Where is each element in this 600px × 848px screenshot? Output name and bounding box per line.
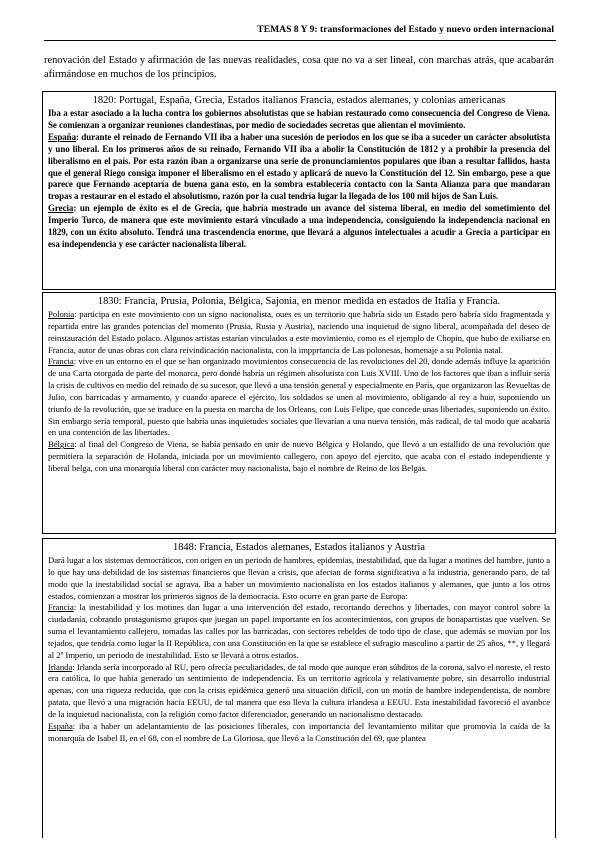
paragraph-label: Irlanda — [48, 661, 73, 672]
paragraph-irlanda: Irlanda: Irlanda sería incorporado al RU, pero ofrecía peculiaridades, de tal modo que aunque eran súbditos de la corona, salvo el noreste, el resto era católica, lo que había generado un sentimiento de independencia. Es un territorio agrícola y relativamente pobre, sin desarrollo industrial apenas, con una riqueza reducida, que con la crisis epidémica generó una situación difícil, con un motín de hambre independentista, de nombre patata, que llevó a una migración hacia EEUU, de tal manera que eso lleva la cultura irlandesa a EEUU. Esta inestabilidad favoreció el avanbce de la inquietud nacionalista, con la religión como factor diferenciador, generando un nacionalismo destacado. — [48, 661, 550, 719]
paragraph-label: Bélgica — [48, 439, 75, 450]
paragraph-polonia: Polonia: participa en este movimiento con un signo nacionalista, oues es un territorio que habría sido un Estado pero habría sido fragmentada y repartida entre las grandes potencias del momento (Prusia, Rusia y Austria), naciendo una inquietud de signo liberal, acompañada del deseo de reinstauración del Estado polaco. Algunos artistas estarían vinculados a este movimiento, como es el ejemplo de Chopin, que hubo de exiliarse en Francia, autor de unas obras con clara reivindicación nacionalista, con la impprtancia de Las polonesas, homenaje a su Polonia natal. — [48, 309, 550, 355]
paragraph-label: Polonia — [48, 309, 75, 319]
paragraph-text: la inestabilidad y los motines dan lugar a una intervención del estado, recortando derechos y libertades, con mayor control sobre la ciudadanía, cobrando protagonismo grupos que juegan un papel importante en los acontecimientos, con grupos de bonapartistas que vuelven. Se suma el levantamiento callejero, tomadas las calles por las barricadas, con sectores rebeldes de todo tipo de clase, que además se movían por los tejados, que tendría como lugar la II República, con una Constitución en la que se establece el sufragio masculino a partir de 25 años, **, y llegará al 2º Imperio, un periodo de inestabilidad. Esto se llevará a otros estados. — [48, 602, 550, 660]
paragraph-label: España — [48, 131, 77, 142]
page-header — [44, 24, 556, 41]
paragraph-espana: España: durante el reinado de Fernando VII iba a haber una sucesión de periodos en los que se iba a suceder un carácter absolutista y uno liberal. En los primeros años de su reinado, Fernando VII iba a abolir la Constitución de 1812 y a prohibir la presencia del liberalismo en el país. Por esta razón iban a organizarse una serie de pronunciamientos populares que iban a resultar fallidos, hasta que el general Riego consiga imponer el liberalismo en el estado y aplicará de nuevo la Constitución del 12. Sin embargo, pese a que parece que Fernando aceptaría de buena gana esto, en la sombra establecería contacto con la Santa Alianza para que mandaran tropas a restaurar en el estado el absolutismo, razón por la cual tendría lugar la llegada de los 100 mil hijos de San Luis. — [48, 131, 550, 202]
header-title: TEMAS 8 Y 9: transformaciones del Estado y nuevo orden internacional — [257, 24, 554, 35]
paragraph-text: Irlanda sería incorporado al RU, pero ofrecía peculiaridades, de tal modo que aunque eran súbditos de la corona, salvo el noreste, el resto era católica, lo que había generado un sentimiento de independencia. Es un territorio agrícola y relativamente pobre, sin desarrollo industrial apenas, con una riqueza reducida, que con la crisis epidémica generó una situación difícil, con un motín de hambre independentista, de nombre patata, que llevó a una migración hacia EEUU, de tal manera que eso lleva la cultura irlandesa a EEUU. Esta inestabilidad favoreció el avanbce de la inquietud nacionalista, con la religión como factor diferenciador, generando un nacionalismo destacado. — [48, 661, 550, 719]
paragraph-grecia: Grecia: un ejemplo de éxito es el de Grecia, que habría mostrado un avance del sistema liberal, en medio del sometimiento del Imperio Turco, de manera que este movimiento estará vinculado a una independencia, consiguiendo la independencia nacional en 1829, con un éxito absoluto. Tendrá una trascendencia enorme, que llevará a algunos intelectuales a acudir a Grecia a participar en esa independencia y ese carácter nacionalista liberal. — [48, 203, 550, 249]
paragraph-text: iba a haber un adelantamiento de las posiciones liberales, con importancia del levantamiento militar que promovía la caída de la monarquía de Isabel II, en el 68, con el nombre de La Gloriosa, que llevó a la Constitución del 69, que plantea — [48, 720, 550, 743]
paragraph-belgica: Bélgica: al final del Congreso de Viena, se había pensado en unir de nuevo Bélgica y Holando, que llevó a un estallido de una revolución que permitiera la separación de Holanda, iniciada por un movimiento callegero, con apoyo del ejercito, que acaba con el estado independiente y liberal belga, con una monarquía liberal con carácter muy nacionalista, bajo el nombre de Reino de los Belgas. — [48, 439, 550, 473]
paragraph-text: participa en este movimiento con un signo nacionalista, oues es un territorio que habría sido un Estado pero habría sido fragmentada y repartida entre las grandes potencias del momento (Prusia, Rusia y Austria), naciendo una inquietud de signo liberal, acompañada del deseo de reinstauración del Estado polaco. Algunos artistas estarían vinculados a este movimiento, como es el ejemplo de Chopin, que hubo de exiliarse en Francia, autor de unas obras con clara reivindicación nacionalista, con la impprtancia de Las polonesas, homenaje a su Polonia natal. — [48, 309, 550, 355]
paragraph-label: Grecia — [48, 203, 74, 214]
paragraph-label: Francia — [48, 602, 74, 613]
section-1820 — [42, 91, 556, 290]
paragraph-label: España — [48, 720, 73, 731]
section-lead: Iba a estar asociado a la lucha contra los gobiernos absolutistas que se habían restaurado como consecuencia del Congreso de Viena. Se comienzan a organizar reuniones clandestinas, por medio de sociedades secretas que alientan el movimiento. — [48, 108, 550, 130]
paragraph-text: un ejemplo de éxito es el de Grecia, que habría mostrado un avance del sistema liberal, en medio del sometimiento del Imperio Turco, de manera que este movimiento estará vinculado a una independencia, consiguiendo la independencia nacional en 1829, con un éxito absoluto. Tendrá una trascendencia enorme, que llevará a algunos intelectuales a acudir a Grecia a participar en esa independencia y ese carácter nacionalista liberal. — [48, 203, 550, 249]
paragraph-text: al final del Congreso de Viena, se había pensado en unir de nuevo Bélgica y Holando, que llevó a un estallido de una revolución que permitiera la separación de Holanda, iniciada por un movimiento callegero, con apoyo del ejercito, que acaba con el estado independiente y liberal belga, con una monarquía liberal con carácter muy nacionalista, bajo el nombre de Reino de los Belgas. — [48, 439, 550, 473]
section-1848 — [42, 538, 556, 838]
section-title: 1820: Portugal, España, Grecia, Estados italianos Francia, estados alemanes, y colonias americanas — [92, 95, 506, 106]
section-1830 — [42, 292, 556, 534]
paragraph-label: Francia — [48, 356, 74, 367]
paragraph-text: vive en un entorno en el que se han organizado movimientos consecuencia de las revoluciones del 20, donde además influye la aparición de una Carta otorgada de parte del monarca, pero donde habría un régimen absolutista con Luis XVIII. Uno de los factores que iban a influir sería la crisis de cultivos en medio del reinado de su sucesor, que llevó a una tensión general y especialmente en París, que organizaron las Revueltas de Julio, con barricadas y armamento, y cuando aparece el ejército, los soldados se unen al movimiento, obligando al rey a huir, suponiendo un triunfo de la revolución, que se traduce en la puesta en marcha de los Orleans, con Luis Felipe, que concede unas libertades, suponiendo un éxito. Sin embargo sería temporal, puesto que habría unas inquietudes sociales que llevarían a una nueva tensión, más radical, de tal modo que acabaría en una contención de las libertades. — [48, 356, 550, 438]
paragraph-francia: Francia: la inestabilidad y los motines dan lugar a una intervención del estado, recortando derechos y libertades, con mayor control sobre la ciudadanía, cobrando protagonismo grupos que juegan un papel importante en los acontecimientos, con grupos de bonapartistas que vuelven. Se suma el levantamiento callejero, tomadas las calles por las barricadas, con sectores rebeldes de todo tipo de clase, que además se movían por los tejados, que tendría como lugar la II República, con una Constitución en la que se establece el sufragio masculino a partir de 25 años, **, y llegará al 2º Imperio, un periodo de inestabilidad. Esto se llevará a otros estados. — [48, 602, 550, 660]
paragraph-francia: Francia: vive en un entorno en el que se han organizado movimientos consecuencia de las revoluciones del 20, donde además influye la aparición de una Carta otorgada de parte del monarca, pero donde habría un régimen absolutista con Luis XVIII. Uno de los factores que iban a influir sería la crisis de cultivos en medio del reinado de su sucesor, que llevó a una tensión general y especialmente en París, que organizaron las Revueltas de Julio, con barricadas y armamento, y cuando aparece el ejército, los soldados se unen al movimiento, obligando al rey a huir, suponiendo un triunfo de la revolución, que se traduce en la puesta en marcha de los Orleans, con Luis Felipe, que concede unas libertades, suponiendo un éxito. Sin embargo sería temporal, puesto que habría unas inquietudes sociales que llevarían a una nueva tensión, más radical, de tal modo que acabaría en una contención de las libertades. — [48, 356, 550, 438]
section-lead: Dará lugar a los sistemas democráticos, con origen en un periodo de hambres, epidemias, inestabilidad, que da lugar a motines del hambre, junto a lo que hay una debilidad de los sistemas financieros que llevan a crisis, que afectan de forma significativa a la industria, generando paro, de tal modo que la inestabilidad social se agrava. Iba a haber un movimiento nacionalista en los estados italianos y alemanes, que junto a los otros estados, comienzan a mostrar los primeros signos de la democracia. Esto ocurre en gran parte de Europa: — [48, 555, 550, 601]
section-title: 1830: Francia, Prusia, Polonia, Bélgica, Sajonia, en menor medida en estados de Italia y Francia. — [97, 296, 501, 307]
paragraph-espana: España: iba a haber un adelantamiento de las posiciones liberales, con importancia del levantamiento militar que promovía la caída de la monarquía de Isabel II, en el 68, con el nombre de La Gloriosa, que llevó a la Constitución del 69, que plantea — [48, 720, 550, 743]
section-title: 1848: Francia, Estados alemanes, Estados italianos y Austria — [173, 542, 425, 553]
intro-paragraph: renovación del Estado y afirmación de las nuevas realidades, cosa que no va a ser lineal, con marchas atrás, que acabarán afirmándose en muchos de los principios. — [44, 55, 554, 80]
paragraph-text: durante el reinado de Fernando VII iba a haber una sucesión de periodos en los que se iba a suceder un carácter absolutista y uno liberal. En los primeros años de su reinado, Fernando VII iba a abolir la Constitución de 1812 y a prohibir la presencia del liberalismo en el país. Por esta razón iban a organizarse una serie de pronunciamientos populares que iban a resultar fallidos, hasta que el general Riego consiga imponer el liberalismo en el estado y aplicará de nuevo la Constitución del 12. Sin embargo, pese a que parece que Fernando aceptaría de buena gana esto, en la sombra establecería contacto con la Santa Alianza para que mandaran tropas a restaurar en el estado el absolutismo, razón por la cual tendría lugar la llegada de los 100 mil hijos de San Luis. — [48, 131, 550, 202]
